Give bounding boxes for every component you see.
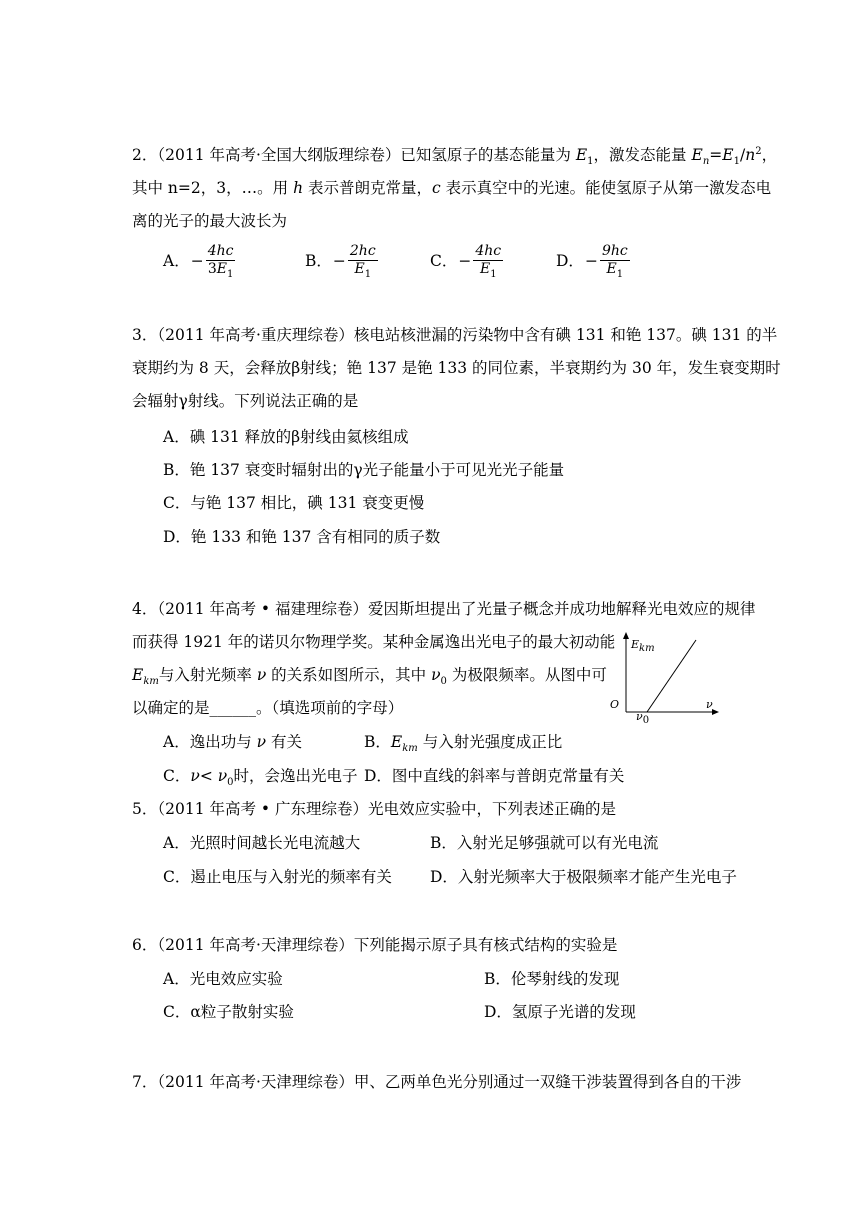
y-axis-arrow (623, 632, 629, 639)
q3-option-a: A．碘 131 释放的β射线由氦核组成 (163, 428, 409, 446)
q2-option-c: C．− $\frac{4hc}{E_1}$ (430, 243, 502, 280)
x-axis-arrow (712, 709, 719, 715)
fraction: $\frac{4hc}{E_1}$ (475, 243, 502, 280)
q2-option-a: A．− $\frac{4hc}{3E_1}$ (163, 243, 234, 280)
fraction: $\frac{2hc}{E_1}$ (349, 243, 376, 280)
q4-option-b: B．$E_{km}$ 与入射光强度成正比 (364, 733, 563, 755)
q4-line3: $E_{km}$与入射光频率 ν 的关系如图所示，其中 $\nu_0$ 为极限频率。从图中可 (132, 666, 607, 688)
q2-option-b: B．− $\frac{2hc}{E_1}$ (305, 243, 376, 280)
fraction: $\frac{9hc}{E_1}$ (601, 243, 628, 280)
q7-line1: 7．（2011 年高考·天津理综卷）甲、乙两单色光分别通过一双缝干涉装置得到各自的干涉 (132, 1073, 742, 1091)
q2-line3: 离的光子的最大波长为 (132, 212, 288, 230)
q5-option-a: A．光照时间越长光电流越大 (163, 834, 361, 852)
q4-option-d: D．图中直线的斜率与普朗克常量有关 (364, 767, 625, 785)
q2-line2: 其中 n=2，3，…。用 h 表示普朗克常量，c 表示真空中的光速。能使氢原子从第一激发态电 (132, 179, 772, 197)
q2-line1: 2．（2011 年高考·全国大纲版理综卷）已知氢原子的基态能量为 $E_1$，激发态能量 $E_n=E_1/n^2$， (132, 145, 778, 168)
q3-option-c: C．与铯 137 相比，碘 131 衰变更慢 (163, 494, 425, 512)
q5-option-d: D．入射光频率大于极限频率才能产生光电子 (430, 868, 737, 886)
q3-option-d: D．铯 133 和铯 137 含有相同的质子数 (163, 528, 441, 546)
q5-line1: 5．（2011 年高考 • 广东理综卷）光电效应实验中，下列表述正确的是 (132, 800, 616, 818)
q6-option-a: A．光电效应实验 (163, 970, 283, 988)
q3-line3: 会辐射γ射线。下列说法正确的是 (132, 392, 359, 410)
q4-option-c: C．$\nu< \nu_0$时，会逸出光电子 (163, 767, 358, 789)
q6-option-b: B．伦琴射线的发现 (484, 970, 620, 988)
fraction: $\frac{4hc}{3E_1}$ (207, 243, 234, 280)
q5-option-b: B．入射光足够强就可以有光电流 (430, 834, 659, 852)
q3-line2: 衰期约为 8 天，会释放β射线；铯 137 是铯 133 的同位素，半衰期约为 30 年，发生衰变期时 (132, 359, 781, 377)
x-axis-label: ν (706, 698, 713, 711)
q6-line1: 6．（2011 年高考·天津理综卷）下列能揭示原子具有核式结构的实验是 (132, 936, 618, 954)
q4-line4: 以确定的是______。（填选项前的字母） (132, 699, 404, 717)
q4-line1: 4．（2011 年高考 • 福建理综卷）爱因斯坦提出了光量子概念并成功地解释光电效应的规律 (132, 600, 756, 618)
q2-option-d: D．− $\frac{9hc}{E_1}$ (556, 243, 628, 280)
ekm-frequency-graph (606, 630, 726, 727)
x-tick-nu0: $\nu_0$ (636, 710, 650, 727)
q3-line1: 3．（2011 年高考·重庆理综卷）核电站核泄漏的污染物中含有碘 131 和铯 137。碘 131 的半 (132, 326, 778, 344)
q4-line2: 而获得 1921 年的诺贝尔物理学奖。某种金属逸出光电子的最大初动能 (132, 633, 616, 651)
q6-option-c: C．α粒子散射实验 (163, 1003, 294, 1021)
q3-option-b: B．铯 137 衰变时辐射出的γ光子能量小于可见光光子能量 (163, 461, 565, 479)
q5-option-c: C．遏止电压与入射光的频率有关 (163, 868, 392, 886)
q6-option-d: D．氢原子光谱的发现 (484, 1003, 636, 1021)
q4-option-a: A．逸出功与 ν 有关 (163, 733, 302, 751)
origin-label: O (610, 698, 620, 711)
y-axis-label: $E_{km}$ (631, 638, 655, 655)
